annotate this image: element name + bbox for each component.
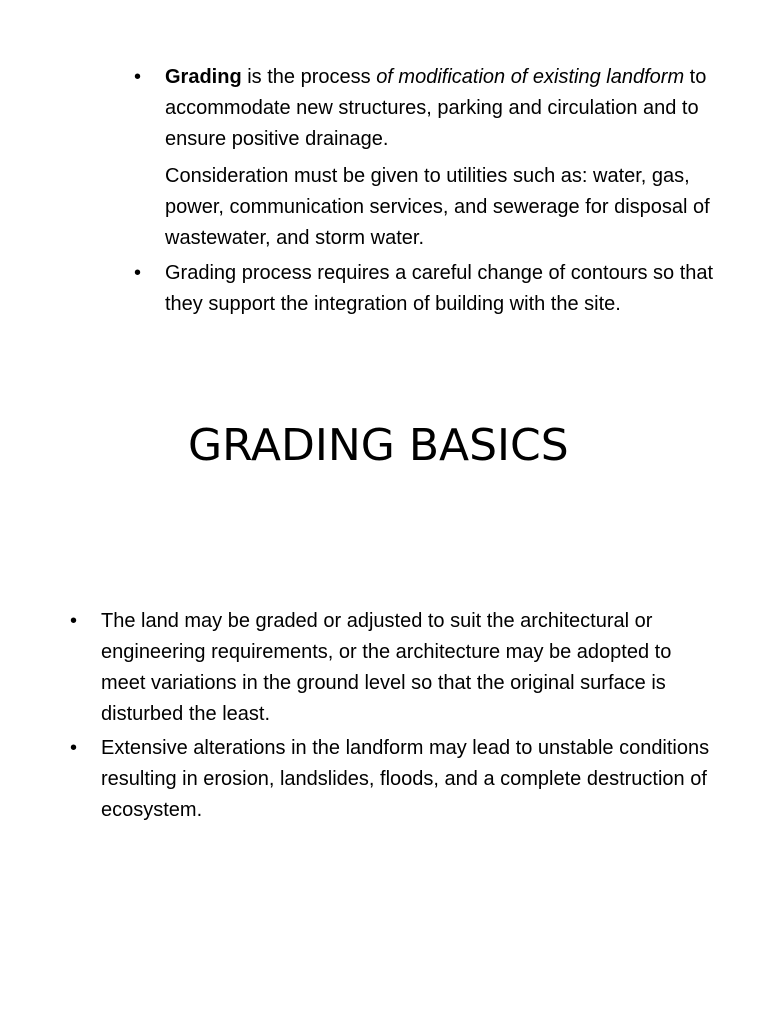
alterations-statement: Extensive alterations in the landform may lead to unstable conditions resulting in erosion, landslides, floods, and a complete destruction of ecosystem. [101,737,710,821]
bottom-bullet-list [70,606,720,826]
bullet-marker: • [134,262,142,284]
top-bullet-list [134,62,734,320]
definition-text: is the process [241,66,377,88]
list-item [70,606,720,730]
grading-definition [165,62,734,155]
page-title: GRADING BASICS [188,420,569,471]
definition-emphasis: of modification of existing landform [376,66,685,88]
bullet-marker: • [134,66,142,88]
list-item [70,733,720,826]
utilities-consideration: Consideration must be given to utilities such as: water, gas, power, communication services, and sewerage for disposal of wastewater, and storm water. [165,165,710,249]
list-item [134,62,734,254]
bullet-marker: • [70,737,78,759]
bullet-marker: • [70,610,78,632]
list-item [134,258,734,320]
definition-text-end: to accommodate new structures, parking and circulation and to ensure positive drainage. [165,66,707,150]
grading-term: Grading [165,66,242,88]
contours-statement: Grading process requires a careful change of contours so that they support the integration of building with the site. [165,262,714,315]
land-grading-statement: The land may be graded or adjusted to suit the architectural or engineering requirements, or the architecture may be adopted to meet variations in the ground level so that the original surface is disturbed the least. [101,610,672,725]
